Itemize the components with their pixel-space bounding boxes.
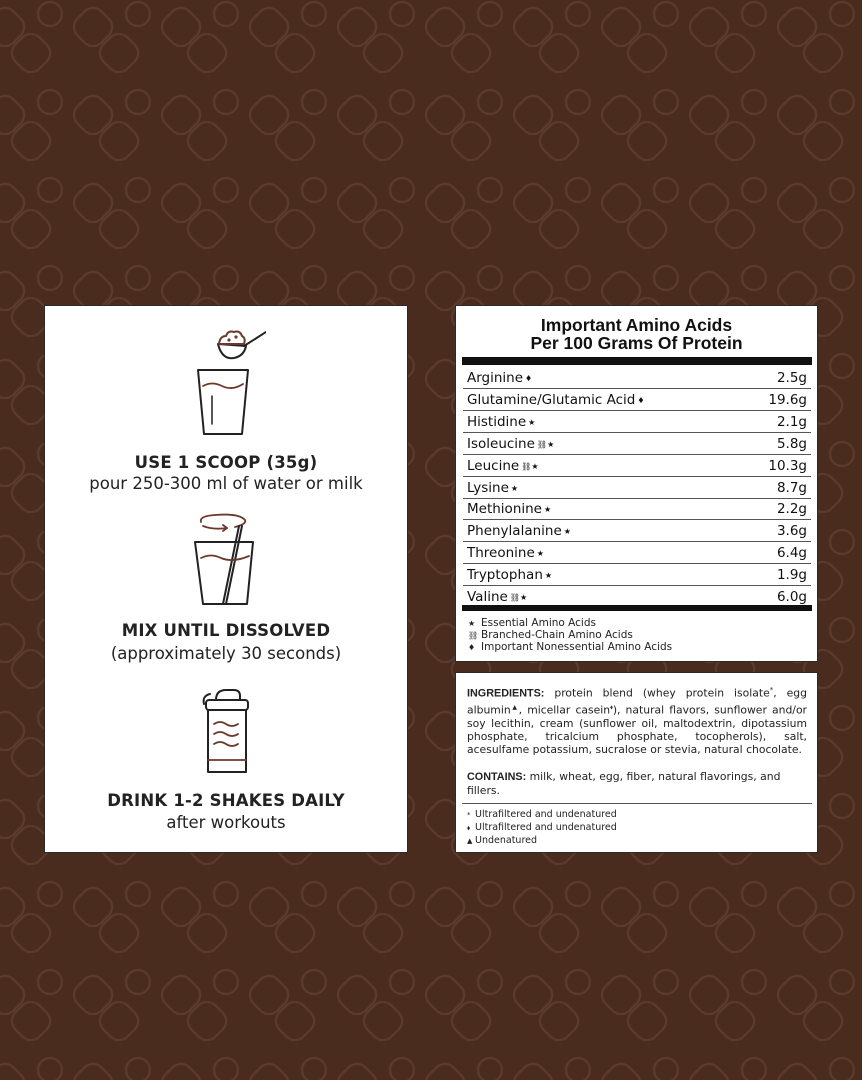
ingredients-label: INGREDIENTS: (467, 687, 545, 700)
note-symbol: ⬧ (467, 823, 471, 832)
step-3-title: DRINK 1-2 SHAKES DAILY (107, 791, 345, 810)
amino-value: 1.9g (776, 567, 807, 584)
ingredients-card (455, 672, 818, 853)
amino-name: Arginine (467, 370, 524, 386)
amino-mark: ♦ (525, 374, 533, 383)
amino-name: Valine (467, 589, 508, 605)
ingredients-part-4: ), natural flavors, sunflower and/or soy lecithin, cream (sunflower oil, maltodextrin, dipotassium phosphate, tricalcium phosphate, tocopherols), salt, acesulfame potassium, sucralose or stevia, natural chocolate. (467, 703, 807, 757)
step-3-subtitle: after workouts (166, 813, 286, 832)
ingredients-mark-3: ⬧ (610, 703, 613, 711)
step-2-subtitle: (approximately 30 seconds) (110, 644, 342, 663)
amino-mark: ★ (544, 571, 553, 581)
amino-mark: ★ (528, 417, 536, 427)
amino-mark: ⛓★ (509, 593, 528, 602)
amino-mark: ★ (543, 505, 552, 515)
amino-mark: ♦ (637, 395, 645, 405)
contains-list: milk, wheat, egg, fiber, natural flavorings, and fillers. (467, 770, 781, 798)
amino-name-cell (467, 589, 527, 605)
amino-row (463, 411, 811, 433)
ingredient-note (467, 809, 617, 822)
amino-value: 19.6g (768, 391, 807, 408)
legend-text: Essential Amino Acids (481, 617, 596, 629)
amino-table-title (456, 316, 817, 352)
step-1-title: USE 1 SCOOP (35g) (134, 453, 318, 472)
ingredients-divider (462, 803, 812, 804)
note-text: Ultrafiltered and undenatured (475, 821, 617, 833)
legend-symbol: ⛓ (468, 631, 479, 640)
ingredients-mark-2: ▲ (510, 703, 519, 711)
amino-mark: ⛓★ (536, 439, 555, 449)
ingredient-note (467, 822, 617, 835)
amino-value: 10.3g (768, 457, 807, 474)
amino-title-line-2: Per 100 Grams Of Protein (530, 333, 743, 353)
legend-symbol: ★ (468, 619, 476, 628)
amino-name: Isoleucine (467, 435, 535, 452)
note-symbol: * (467, 811, 471, 819)
amino-name: Phenylalanine (467, 523, 562, 540)
amino-row (463, 477, 811, 499)
amino-mark: ★ (510, 483, 519, 493)
amino-name-cell (467, 545, 544, 561)
amino-mark: ★ (536, 549, 544, 559)
legend-text: Branched-Chain Amino Acids (481, 629, 633, 641)
stir-glass-icon (191, 512, 261, 607)
amino-row (463, 542, 811, 564)
ingredient-note (467, 835, 617, 848)
usage-steps-card (44, 305, 408, 853)
amino-name-cell (467, 567, 552, 583)
step-2-title: MIX UNTIL DISSOLVED (121, 621, 331, 640)
amino-value: 2.1g (776, 413, 807, 430)
amino-name: Threonine (467, 545, 535, 562)
amino-row (463, 433, 811, 455)
amino-row (463, 564, 811, 586)
amino-table-top-rule (462, 357, 812, 365)
note-symbol: ▲ (467, 836, 473, 845)
amino-row (463, 520, 811, 542)
amino-name-cell (467, 414, 535, 430)
amino-value: 5.8g (776, 435, 807, 452)
ingredients-mark-1: * (769, 686, 774, 694)
ingredients-part-3: , micellar casein (518, 703, 611, 717)
ingredients-notes (467, 809, 617, 847)
amino-row (463, 367, 811, 389)
note-text: Ultrafiltered and undenatured (475, 809, 617, 820)
amino-name-cell (467, 436, 554, 452)
amino-value: 2.2g (776, 501, 807, 518)
amino-name-cell (467, 480, 518, 496)
legend-symbol: ♦ (468, 643, 476, 652)
ingredients-text (467, 684, 807, 757)
amino-name: Methionine (467, 501, 542, 518)
amino-name: Glutamine/Glutamic Acid (467, 391, 636, 408)
amino-name: Leucine (467, 457, 520, 474)
amino-name: Lysine (467, 479, 509, 496)
amino-row (463, 389, 811, 411)
amino-value: 6.4g (776, 545, 807, 562)
amino-row (463, 586, 811, 608)
contains-label: CONTAINS: (467, 771, 527, 783)
amino-name: Histidine (467, 413, 527, 430)
amino-name-cell (467, 458, 539, 474)
ingredients-part-2: , egg albumin (467, 686, 807, 717)
amino-name-cell (467, 392, 645, 408)
amino-mark: ⛓★ (521, 461, 539, 471)
amino-row (463, 455, 811, 477)
step-1-subtitle: pour 250-300 ml of water or milk (89, 474, 363, 493)
amino-value: 6.0g (776, 589, 807, 605)
amino-value: 3.6g (776, 523, 807, 540)
scoop-glass-icon (186, 326, 266, 436)
amino-name-cell (467, 523, 571, 539)
amino-value: 8.7g (776, 479, 807, 496)
amino-name-cell (467, 370, 532, 386)
amino-name: Tryptophan (467, 567, 543, 584)
amino-mark: ★ (563, 527, 571, 537)
amino-title-line-1: Important Amino Acids (540, 315, 733, 335)
amino-name-cell (467, 501, 551, 517)
note-text: Undenatured (475, 834, 538, 846)
amino-value: 2.5g (776, 370, 807, 386)
legend-text: Important Nonessential Amino Acids (481, 641, 673, 653)
shaker-bottle-icon (196, 686, 256, 778)
legend-item (468, 641, 672, 654)
ingredients-part-1: protein blend (whey protein isolate (544, 686, 770, 700)
amino-row (463, 498, 811, 520)
amino-acids-card (455, 305, 818, 662)
contains-text (467, 770, 807, 798)
